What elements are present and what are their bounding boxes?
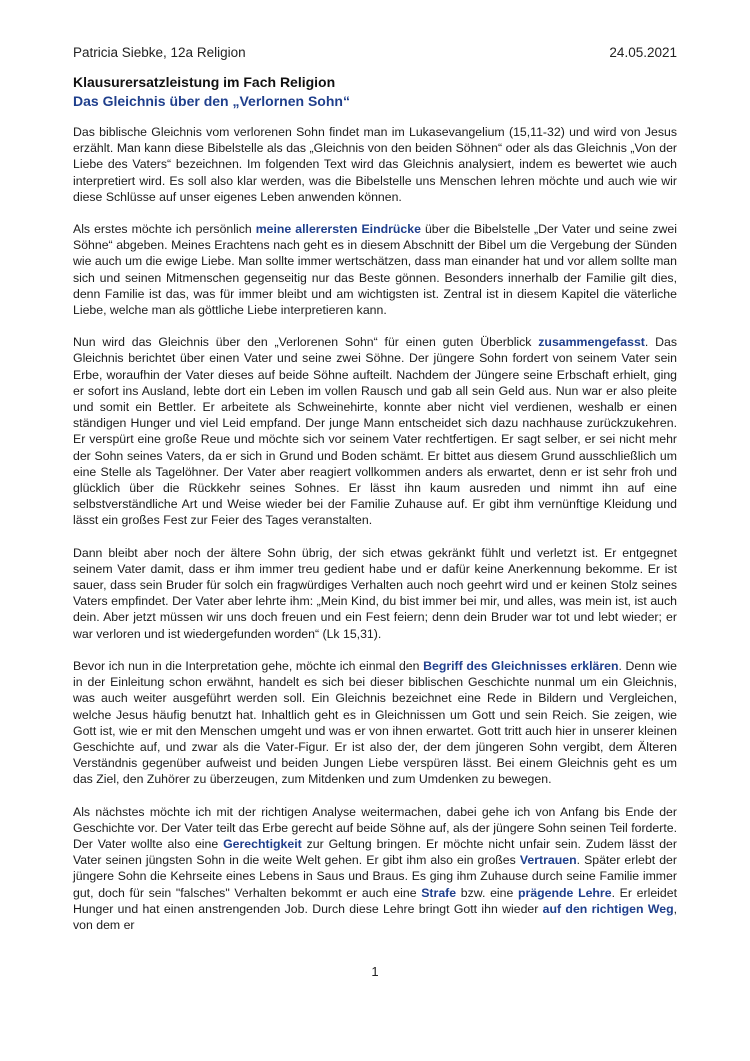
text-segment: bzw. eine <box>456 885 519 900</box>
text-segment: Als erstes möchte ich persönlich <box>73 222 256 237</box>
highlighted-term: auf den richtigen Weg <box>542 901 674 916</box>
paragraph-3 <box>73 334 677 528</box>
text-segment: Dann bleibt aber noch der ältere Sohn übrig, der sich etwas gekränkt fühlt und verletzt ist. Er entgegnet seinem Vater damit, dass er ihm immer treu gedient habe und er dafür keine Anerkennung bekomme. Er ist sauer, dass sein Bruder für solch ein fragwürdiges Verhalten auch noch geehrt wird und er keinen Stolz seines Vaters empfindet. Der Vater aber lehrte ihm: „Mein Kind, du bist immer bei mir, und alles, was mein ist, ist auch dein. Aber jetzt müssen wir uns doch freuen und ein Fest feiern; denn dein Bruder war tot und lebt wieder; er war verloren und ist wiedergefunden worden“ (Lk 15,31). <box>73 545 677 641</box>
highlighted-term: Gerechtigkeit <box>223 836 302 851</box>
paragraph-4 <box>73 545 677 642</box>
text-segment: . Denn wie in der Einleitung schon erwähnt, handelt es sich bei dieser biblischen Geschichte nunmal um ein Gleichnis, was auch weiter ausgeführt werden soll. Ein Gleichnis bezeichnet eine Rede in Bildern und Vergleichen, welche Jesus häufig benutzt hat. Inhaltlich geht es in Gleichnissen um Gott und sein Reich. Sie zeigen, wie Gott ist, wie er mit den Menschen umgeht und was er von ihnen erwartet. Gott tritt auch hier in unserer kleinen Geschichte auf, und zwar als die Vater-Figur. Er ist also der, der dem jüngeren Sohn vergibt, dem Älteren Verständnis gegenüber aufweist und beiden Jungen Liebe verspüren lässt. Bei einem Gleichnis geht es um das Ziel, den Zuhörer zu überzeugen, zum Mitdenken und zum Umdenken zu bewegen. <box>73 658 677 787</box>
document-subtitle: Das Gleichnis über den „Verlornen Sohn“ <box>73 93 350 109</box>
page-number: 1 <box>371 964 379 979</box>
document-body <box>73 124 677 949</box>
text-segment: Nun wird das Gleichnis über den „Verlorenen Sohn“ für einen guten Überblick <box>73 335 539 350</box>
highlighted-term: meine allerersten Eindrücke <box>255 222 421 237</box>
highlighted-term: zusammengefasst <box>538 335 645 350</box>
paragraph-6 <box>73 804 677 934</box>
text-segment: über die Bibelstelle „Der Vater und seine zwei Söhne“ abgeben. Meines Erachtens nach geht es in diesem Abschnitt der Bibel um die Vergebung der Sünden wie auch um die ewige Liebe. Man sollte immer wertschätzen, dass man einander hat und vor allem sollte man sich und seinen Mitmenschen gegenseitig nur das Beste gönnen. Besonders innerhalb der Familie gilt dies, denn Familie ist das, was für immer bleibt und am wichtigsten ist. Zentral ist in diesem Kapitel die väterliche Liebe, welche man als göttliche Liebe interpretieren kann. <box>73 222 677 318</box>
paragraph-5 <box>73 658 677 788</box>
highlighted-term: Begriff des Gleichnisses erklären <box>423 658 619 673</box>
text-segment: Als nächstes möchte ich mit der richtigen Analyse weitermachen, dabei gehe ich von Anfang bis Ende der Geschichte vor. Der Vater teilt das Erbe gerecht auf beide Söhne auf, als der jüngere Sohn seinen Teil forderte. Der Vater wollte also eine <box>73 804 677 851</box>
text-segment: zur Geltung bringen. Er möchte nicht unfair sein. Zudem lässt der Vater seinen jüngsten Sohn in die weite Welt gehen. Er gibt ihm also ein großes <box>73 836 677 868</box>
paragraph-2 <box>73 221 677 318</box>
title-block <box>73 73 677 111</box>
text-segment: , von dem er <box>73 901 677 932</box>
text-segment: Das biblische Gleichnis vom verlorenen Sohn findet man im Lukasevangelium (15,11-32) und wird von Jesus erzählt. Man kann diese Bibelstelle als das „Gleichnis von den beiden Söhnen“ oder als das Gleichnis „Von der Liebe des Vaters“ bezeichnen. Im folgenden Text wird das Gleichnis analysiert, indem es bewertet wie auch interpretiert wird. Es soll also klar werden, was die Bibelstelle uns Menschen lehren möchte und auch wie wir diese Schlüsse auf unser eigenes Leben anwenden können. <box>73 125 677 204</box>
text-segment: . Das Gleichnis berichtet über einen Vater und seine zwei Söhne. Der jüngere Sohn fordert von seinem Vater sein Erbe, woraufhin der Vater dieses auf beide Söhne aufteilt. Nachdem der Jüngere seine Erbschaft erhielt, ging er sofort ins Ausland, lebte dort ein Leben im vollen Rausch und gab all sein Geld aus. Nun war er also pleite und somit ein Bettler. Er arbeitete als Schweinehirte, konnte aber nicht viel verdienen, weshalb er einen ständigen Hunger und viel Leid empfand. Der junge Mann entscheidet sich dazu nachhause zurückzukehren. Er verspürt eine große Reue und möchte sich vor seinem Vater rechtfertigen. Er sagt selber, er sei nicht mehr der Sohn seines Vaters, da er sich in Grund und Boden schämt. Er bittet aus diesem Grund ausschließlich um eine Stelle als Tagelöhner. Der Vater aber reagiert vollkommen anders als erwartet, denn er ist sehr froh und glücklich über die Rückkehr seines Sohnes. Er lässt ihn kaum ausreden und nimmt ihn auf eine selbstverständliche Art und Weise wieder bei der Familie Zuhause auf. Er gibt ihm vernünftige Kleidung und lässt ein großes Fest zur Feier des Tages veranstalten. <box>73 335 678 528</box>
text-segment: . Er erleidet Hunger und hat einen anstrengenden Job. Durch diese Lehre bringt Gott ihn wieder <box>73 885 677 916</box>
highlighted-term: Vertrauen <box>519 853 577 868</box>
document-title: Klausurersatzleistung im Fach Religion <box>73 74 336 90</box>
text-segment: Bevor ich nun in die Interpretation gehe, möchte ich einmal den <box>73 658 424 673</box>
highlighted-term: prägende Lehre <box>518 885 612 900</box>
paragraph-1 <box>73 124 677 205</box>
highlighted-term: Strafe <box>421 885 457 900</box>
header-date: 24.05.2021 <box>609 45 677 60</box>
header-author: Patricia Siebke, 12a Religion <box>73 45 246 60</box>
text-segment: . Später erlebt der jüngere Sohn die Kehrseite eines Lebens in Saus und Braus. Es ging ihm Zuhause durch seine Familie immer gut, doch für sein "falsches" Verhalten bekommt er auch eine <box>73 853 677 900</box>
